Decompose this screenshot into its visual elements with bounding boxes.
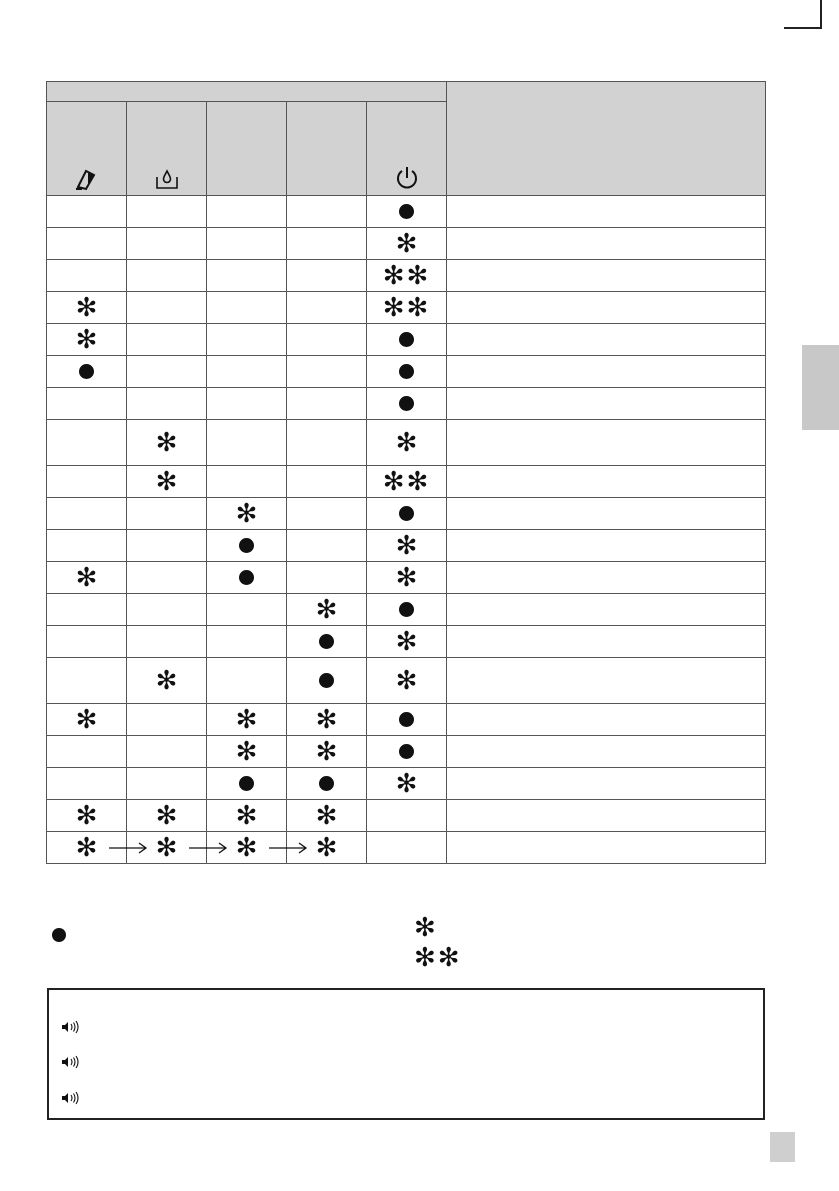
blink-asterisk-icon: ✻ [315, 594, 338, 625]
indicator-cell [207, 704, 287, 736]
note-item-1 [61, 1018, 85, 1036]
table-row [47, 832, 766, 864]
indicator-cell [287, 388, 367, 420]
row-description [447, 324, 766, 356]
row-description [447, 704, 766, 736]
solid-dot-icon [239, 776, 254, 791]
fast-blink-asterisk-icon: ✻✻ [382, 292, 431, 323]
page-number-box [770, 1132, 795, 1162]
col-header-water [127, 102, 207, 196]
indicator-cell [367, 594, 447, 626]
indicator-cell [47, 768, 127, 800]
indicator-cell [47, 498, 127, 530]
blink-asterisk-icon: ✻ [75, 324, 98, 355]
blink-asterisk-icon: ✻ [235, 832, 258, 863]
row-description [447, 420, 766, 466]
table-row [47, 466, 766, 498]
indicator-cell [287, 626, 367, 658]
legend-blink [414, 913, 436, 943]
legend-blink-icon: ✻ [414, 913, 436, 943]
indicator-cell [207, 658, 287, 704]
indicator-cell [367, 626, 447, 658]
table-row [47, 260, 766, 292]
indicator-cell [287, 736, 367, 768]
blink-asterisk-icon: ✻ [235, 736, 258, 767]
legend-solid-dot-icon [52, 928, 66, 942]
blink-asterisk-icon: ✻ [75, 704, 98, 735]
indicator-cell [367, 736, 447, 768]
blink-asterisk-icon: ✻ [75, 562, 98, 593]
blink-asterisk-icon: ✻ [235, 800, 258, 831]
row-description [447, 800, 766, 832]
blink-asterisk-icon: ✻ [395, 228, 418, 259]
table-row [47, 324, 766, 356]
indicator-cell [367, 388, 447, 420]
indicator-cell [47, 388, 127, 420]
speaker-icon [61, 1091, 79, 1105]
arrow-right-icon [267, 842, 309, 854]
indicator-cell [47, 530, 127, 562]
indicator-cell [207, 562, 287, 594]
indicator-cell [127, 324, 207, 356]
indicator-cell [127, 420, 207, 466]
indicator-cell [367, 228, 447, 260]
indicator-cell [47, 324, 127, 356]
row-description [447, 768, 766, 800]
indicator-cell [127, 228, 207, 260]
table-row [47, 736, 766, 768]
indicator-cell [367, 832, 447, 864]
indicator-cell [367, 562, 447, 594]
col-header-cleaning [47, 102, 127, 196]
indicator-cell [47, 466, 127, 498]
indicator-cell [367, 768, 447, 800]
table-row [47, 626, 766, 658]
indicator-cell [367, 498, 447, 530]
indicator-group-header [47, 82, 447, 102]
table-row [47, 498, 766, 530]
fast-blink-asterisk-icon: ✻✻ [382, 260, 431, 291]
table-row [47, 292, 766, 324]
table-row [47, 704, 766, 736]
indicator-cell [367, 658, 447, 704]
solid-dot-icon [319, 634, 334, 649]
legend-fast-blink-icon: ✻✻ [414, 943, 462, 973]
indicator-cell [207, 292, 287, 324]
indicator-cell [47, 800, 127, 832]
solid-dot-icon [399, 396, 414, 411]
indicator-cell [127, 356, 207, 388]
row-description [447, 594, 766, 626]
solid-dot-icon [399, 744, 414, 759]
blink-asterisk-icon: ✻ [395, 768, 418, 799]
section-side-tab [802, 345, 839, 430]
row-description [447, 466, 766, 498]
indicator-cell [207, 196, 287, 228]
blink-asterisk-icon: ✻ [235, 498, 258, 529]
indicator-cell [367, 530, 447, 562]
row-description [447, 832, 766, 864]
row-description [447, 736, 766, 768]
table-row [47, 562, 766, 594]
indicator-cell [367, 260, 447, 292]
blink-asterisk-icon: ✻ [155, 800, 178, 831]
indicator-cell [207, 228, 287, 260]
solid-dot-icon [399, 204, 414, 219]
col-header-3 [207, 102, 287, 196]
indicator-cell [367, 420, 447, 466]
indicator-cell [367, 196, 447, 228]
indicator-cell [207, 498, 287, 530]
indicator-cell [127, 800, 207, 832]
indicator-cell [127, 658, 207, 704]
indicator-cell [47, 658, 127, 704]
indicator-cell [47, 832, 127, 864]
row-description [447, 388, 766, 420]
indicator-cell [127, 562, 207, 594]
indicator-cell [367, 704, 447, 736]
row-description [447, 196, 766, 228]
table-row [47, 530, 766, 562]
indicator-cell [287, 594, 367, 626]
indicator-status-table [46, 81, 766, 864]
indicator-cell [287, 704, 367, 736]
indicator-cell [47, 260, 127, 292]
fast-blink-asterisk-icon: ✻✻ [382, 466, 431, 497]
solid-dot-icon [399, 506, 414, 521]
power-icon [394, 165, 420, 191]
indicator-cell [287, 800, 367, 832]
pencil-erase-icon [72, 165, 102, 191]
blink-asterisk-icon: ✻ [75, 292, 98, 323]
indicator-cell [287, 324, 367, 356]
indicator-cell [47, 228, 127, 260]
blink-asterisk-icon: ✻ [395, 626, 418, 657]
indicator-cell [127, 498, 207, 530]
indicator-cell [127, 196, 207, 228]
table-row [47, 388, 766, 420]
blink-asterisk-icon: ✻ [155, 466, 178, 497]
indicator-cell [287, 658, 367, 704]
notes-box [47, 988, 765, 1120]
indicator-cell [287, 420, 367, 466]
indicator-cell [287, 228, 367, 260]
table-row [47, 356, 766, 388]
indicator-cell [127, 736, 207, 768]
indicator-cell [287, 530, 367, 562]
blink-asterisk-icon: ✻ [395, 530, 418, 561]
indicator-cell [287, 562, 367, 594]
row-description [447, 562, 766, 594]
indicator-cell [127, 768, 207, 800]
indicator-cell [207, 356, 287, 388]
table-row [47, 420, 766, 466]
indicator-cell [127, 388, 207, 420]
col-header-power [367, 102, 447, 196]
indicator-cell [127, 704, 207, 736]
row-description [447, 292, 766, 324]
note-item-2 [61, 1053, 85, 1071]
row-description [447, 260, 766, 292]
blink-asterisk-icon: ✻ [315, 704, 338, 735]
blink-asterisk-icon: ✻ [395, 427, 418, 458]
indicator-cell [287, 260, 367, 292]
indicator-cell [207, 420, 287, 466]
indicator-cell [47, 196, 127, 228]
legend-on [52, 926, 66, 942]
indicator-cell [207, 324, 287, 356]
blink-asterisk-icon: ✻ [155, 427, 178, 458]
solid-dot-icon [319, 673, 334, 688]
note-item-3 [61, 1089, 85, 1107]
blink-asterisk-icon: ✻ [75, 800, 98, 831]
indicator-cell [287, 768, 367, 800]
table-row [47, 228, 766, 260]
indicator-cell [47, 594, 127, 626]
blink-asterisk-icon: ✻ [235, 704, 258, 735]
row-description [447, 498, 766, 530]
blink-asterisk-icon: ✻ [155, 665, 178, 696]
blink-asterisk-icon: ✻ [315, 832, 338, 863]
indicator-cell [127, 530, 207, 562]
solid-dot-icon [399, 712, 414, 727]
indicator-cell [207, 388, 287, 420]
indicator-cell [207, 466, 287, 498]
arrow-right-icon [187, 842, 229, 854]
description-header [447, 82, 766, 196]
indicator-cell [47, 356, 127, 388]
indicator-cell [367, 324, 447, 356]
solid-dot-icon [239, 570, 254, 585]
crop-mark-horizontal [784, 27, 822, 29]
blink-asterisk-icon: ✻ [155, 832, 178, 863]
col-header-4 [287, 102, 367, 196]
table-row [47, 768, 766, 800]
row-description [447, 228, 766, 260]
indicator-cell [207, 594, 287, 626]
indicator-cell [127, 292, 207, 324]
speaker-icon [61, 1020, 79, 1034]
indicator-cell [47, 626, 127, 658]
indicator-cell [127, 260, 207, 292]
indicator-cell [367, 292, 447, 324]
indicator-cell [47, 420, 127, 466]
solid-dot-icon [399, 332, 414, 347]
indicator-cell [207, 260, 287, 292]
indicator-cell [367, 466, 447, 498]
indicator-cell [207, 626, 287, 658]
row-description [447, 626, 766, 658]
indicator-cell [207, 800, 287, 832]
blink-asterisk-icon: ✻ [315, 736, 338, 767]
indicator-cell [367, 356, 447, 388]
indicator-cell [207, 768, 287, 800]
solid-dot-icon [319, 776, 334, 791]
row-description [447, 530, 766, 562]
indicator-cell [207, 530, 287, 562]
indicator-cell [47, 736, 127, 768]
arrow-right-icon [107, 842, 149, 854]
solid-dot-icon [399, 602, 414, 617]
blink-asterisk-icon: ✻ [75, 832, 98, 863]
table-row [47, 196, 766, 228]
solid-dot-icon [239, 538, 254, 553]
indicator-cell [47, 704, 127, 736]
indicator-cell [287, 466, 367, 498]
row-description [447, 356, 766, 388]
speaker-icon [61, 1055, 79, 1069]
indicator-cell [47, 562, 127, 594]
blink-asterisk-icon: ✻ [315, 800, 338, 831]
indicator-cell [127, 594, 207, 626]
table-row [47, 594, 766, 626]
crop-mark-vertical [820, 0, 822, 28]
blink-asterisk-icon: ✻ [395, 665, 418, 696]
indicator-cell [287, 356, 367, 388]
indicator-cell [47, 292, 127, 324]
indicator-cell [367, 800, 447, 832]
table-row [47, 658, 766, 704]
indicator-cell [207, 736, 287, 768]
table-row [47, 800, 766, 832]
indicator-cell [287, 292, 367, 324]
indicator-cell [127, 466, 207, 498]
row-description [447, 658, 766, 704]
indicator-cell [287, 196, 367, 228]
solid-dot-icon [399, 364, 414, 379]
water-container-icon [154, 167, 180, 191]
blink-asterisk-icon: ✻ [395, 562, 418, 593]
indicator-cell [287, 498, 367, 530]
legend-fast-blink [414, 943, 462, 973]
solid-dot-icon [79, 364, 94, 379]
indicator-cell [127, 626, 207, 658]
